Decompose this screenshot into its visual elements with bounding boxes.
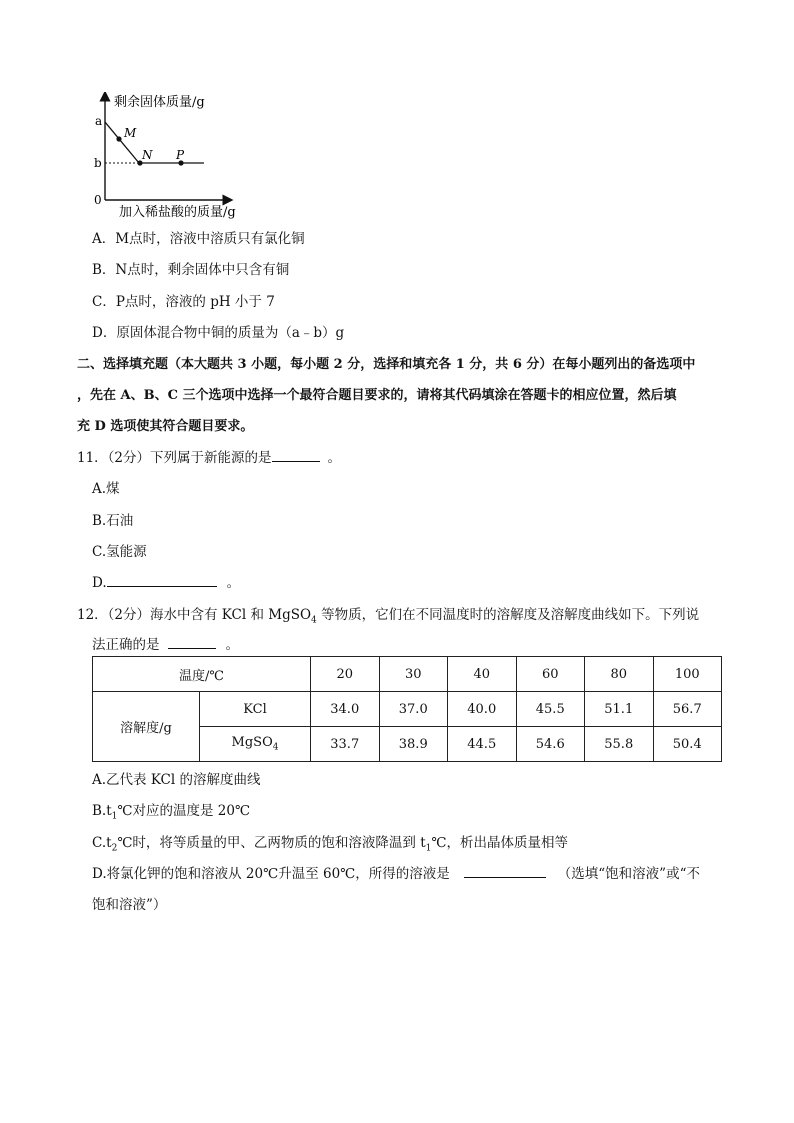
q10-option-a: A．M点时，溶液中溶质只有氯化铜 (92, 231, 305, 247)
q12-stem-sub: 4 (311, 615, 317, 626)
q10-option-c: C．P点时，溶液的 pH 小于 7 (92, 294, 275, 310)
kcl-value-cell: 34.0 (311, 692, 380, 727)
q11-option-b: B.石油 (92, 513, 134, 529)
remaining-solid-graph (88, 92, 348, 222)
q12-option-b-sub: 1 (111, 811, 118, 822)
y-tick-a: a (95, 114, 103, 128)
temp-cell: 20 (311, 657, 380, 692)
point-m-dot (116, 136, 121, 141)
q12-stem-part1: 12．（2分）海水中含有 KCl 和 MgSO (77, 607, 312, 623)
q12-option-c-part2: ℃时，将等质量的甲、乙两物质的饱和溶液降温到 t (117, 835, 426, 851)
q12-answer-blank (168, 634, 216, 649)
table-header-row (93, 657, 722, 692)
q11-stem-text: 11．（2分）下列属于新能源的是 (77, 450, 272, 466)
point-n-label: N (142, 148, 153, 162)
q11-option-d-blank (107, 572, 217, 587)
origin-label: 0 (94, 193, 102, 207)
q12-option-b (92, 799, 250, 822)
q12-option-d-part1: D.将氯化钾的饱和溶液从 20℃升温至 60℃，所得的溶液是 (92, 866, 450, 882)
q12-stem-line2 (92, 633, 239, 653)
q12-stem-line2-end: 。 (225, 637, 239, 653)
x-axis-label: 加入稀盐酸的质量/g (119, 205, 236, 220)
point-p-label: P (176, 148, 185, 162)
section2-line3: 充 D 选项使其符合题目要求。 (77, 419, 254, 434)
q12-option-d-part2: （选填“饱和溶液”或“不 (557, 866, 700, 882)
q12-option-c-part1: C.t (92, 835, 112, 851)
temp-header-cell: 温度/℃ (93, 657, 311, 692)
temp-cell: 80 (585, 657, 654, 692)
mgso4-label-sub: 4 (272, 742, 279, 753)
q10-option-b: B．N点时，剩余固体中只含有铜 (92, 262, 290, 278)
q12-option-c-sub2: 1 (425, 843, 432, 854)
y-tick-b: b (94, 156, 102, 170)
q12-option-c-sub1: 2 (111, 843, 118, 854)
q11-option-d (92, 571, 240, 591)
q12-option-d-line2: 饱和溶液”） (92, 897, 167, 913)
kcl-value-cell: 56.7 (653, 692, 722, 727)
mgso4-value-cell: 38.9 (379, 727, 448, 762)
y-axis-label: 剩余固体质量/g (114, 95, 205, 110)
q11-stem (77, 446, 341, 466)
kcl-value-cell: 37.0 (379, 692, 448, 727)
kcl-value-cell: 45.5 (516, 692, 585, 727)
solubility-table (92, 656, 722, 762)
q12-stem-part2: 等物质，它们在不同温度时的溶解度及溶解度曲线如下。下列说 (316, 607, 700, 623)
q12-option-d-line1 (92, 862, 700, 882)
kcl-value-cell: 51.1 (585, 692, 654, 727)
q12-stem-line1 (77, 603, 699, 626)
q12-option-b-part2: ℃对应的温度是 20℃ (117, 803, 251, 819)
mgso4-label-cell (200, 727, 311, 762)
mgso4-value-cell: 44.5 (448, 727, 517, 762)
q11-stem-end: 。 (327, 450, 342, 466)
mgso4-value-cell: 50.4 (653, 727, 722, 762)
temp-cell: 30 (379, 657, 448, 692)
q10-option-d: D．原固体混合物中铜的质量为（a﹣b）g (92, 325, 345, 341)
q11-option-c: C.氢能源 (92, 544, 147, 560)
q12-option-a: A.乙代表 KCl 的溶解度曲线 (92, 772, 261, 788)
mgso4-label-main: MgSO (231, 735, 273, 751)
point-m-label: M (124, 126, 137, 140)
section2-line2: ，先在 A、B、C 三个选项中选择一个最符合题目要求的，请将其代码填涂在答题卡的相应位置，然后填 (77, 388, 677, 403)
q12-option-d-blank (464, 863, 546, 878)
q12-stem-line2-text: 法正确的是 (92, 637, 160, 653)
mgso4-value-cell: 33.7 (311, 727, 380, 762)
kcl-value-cell: 40.0 (448, 692, 517, 727)
temp-cell: 40 (448, 657, 517, 692)
table-row-kcl (93, 692, 722, 727)
q11-answer-blank (272, 447, 320, 462)
temp-cell: 60 (516, 657, 585, 692)
q12-option-b-part1: B.t (92, 803, 112, 819)
kcl-label-cell: KCl (200, 692, 311, 727)
q12-option-c (92, 831, 568, 854)
mgso4-value-cell: 55.8 (585, 727, 654, 762)
q11-option-d-end: 。 (226, 575, 241, 591)
q12-option-c-part3: ℃，析出晶体质量相等 (431, 835, 568, 851)
q11-option-a: A.煤 (92, 481, 120, 497)
solubility-label-cell: 溶解度/g (93, 692, 200, 762)
section2-line1: 二、选择填充题（本大题共 3 小题，每小题 2 分，选择和填充各 1 分，共 6 分）在每小题列出的备选项中 (77, 357, 696, 372)
temp-cell: 100 (653, 657, 722, 692)
mgso4-value-cell: 54.6 (516, 727, 585, 762)
q11-option-d-label: D. (92, 575, 107, 591)
